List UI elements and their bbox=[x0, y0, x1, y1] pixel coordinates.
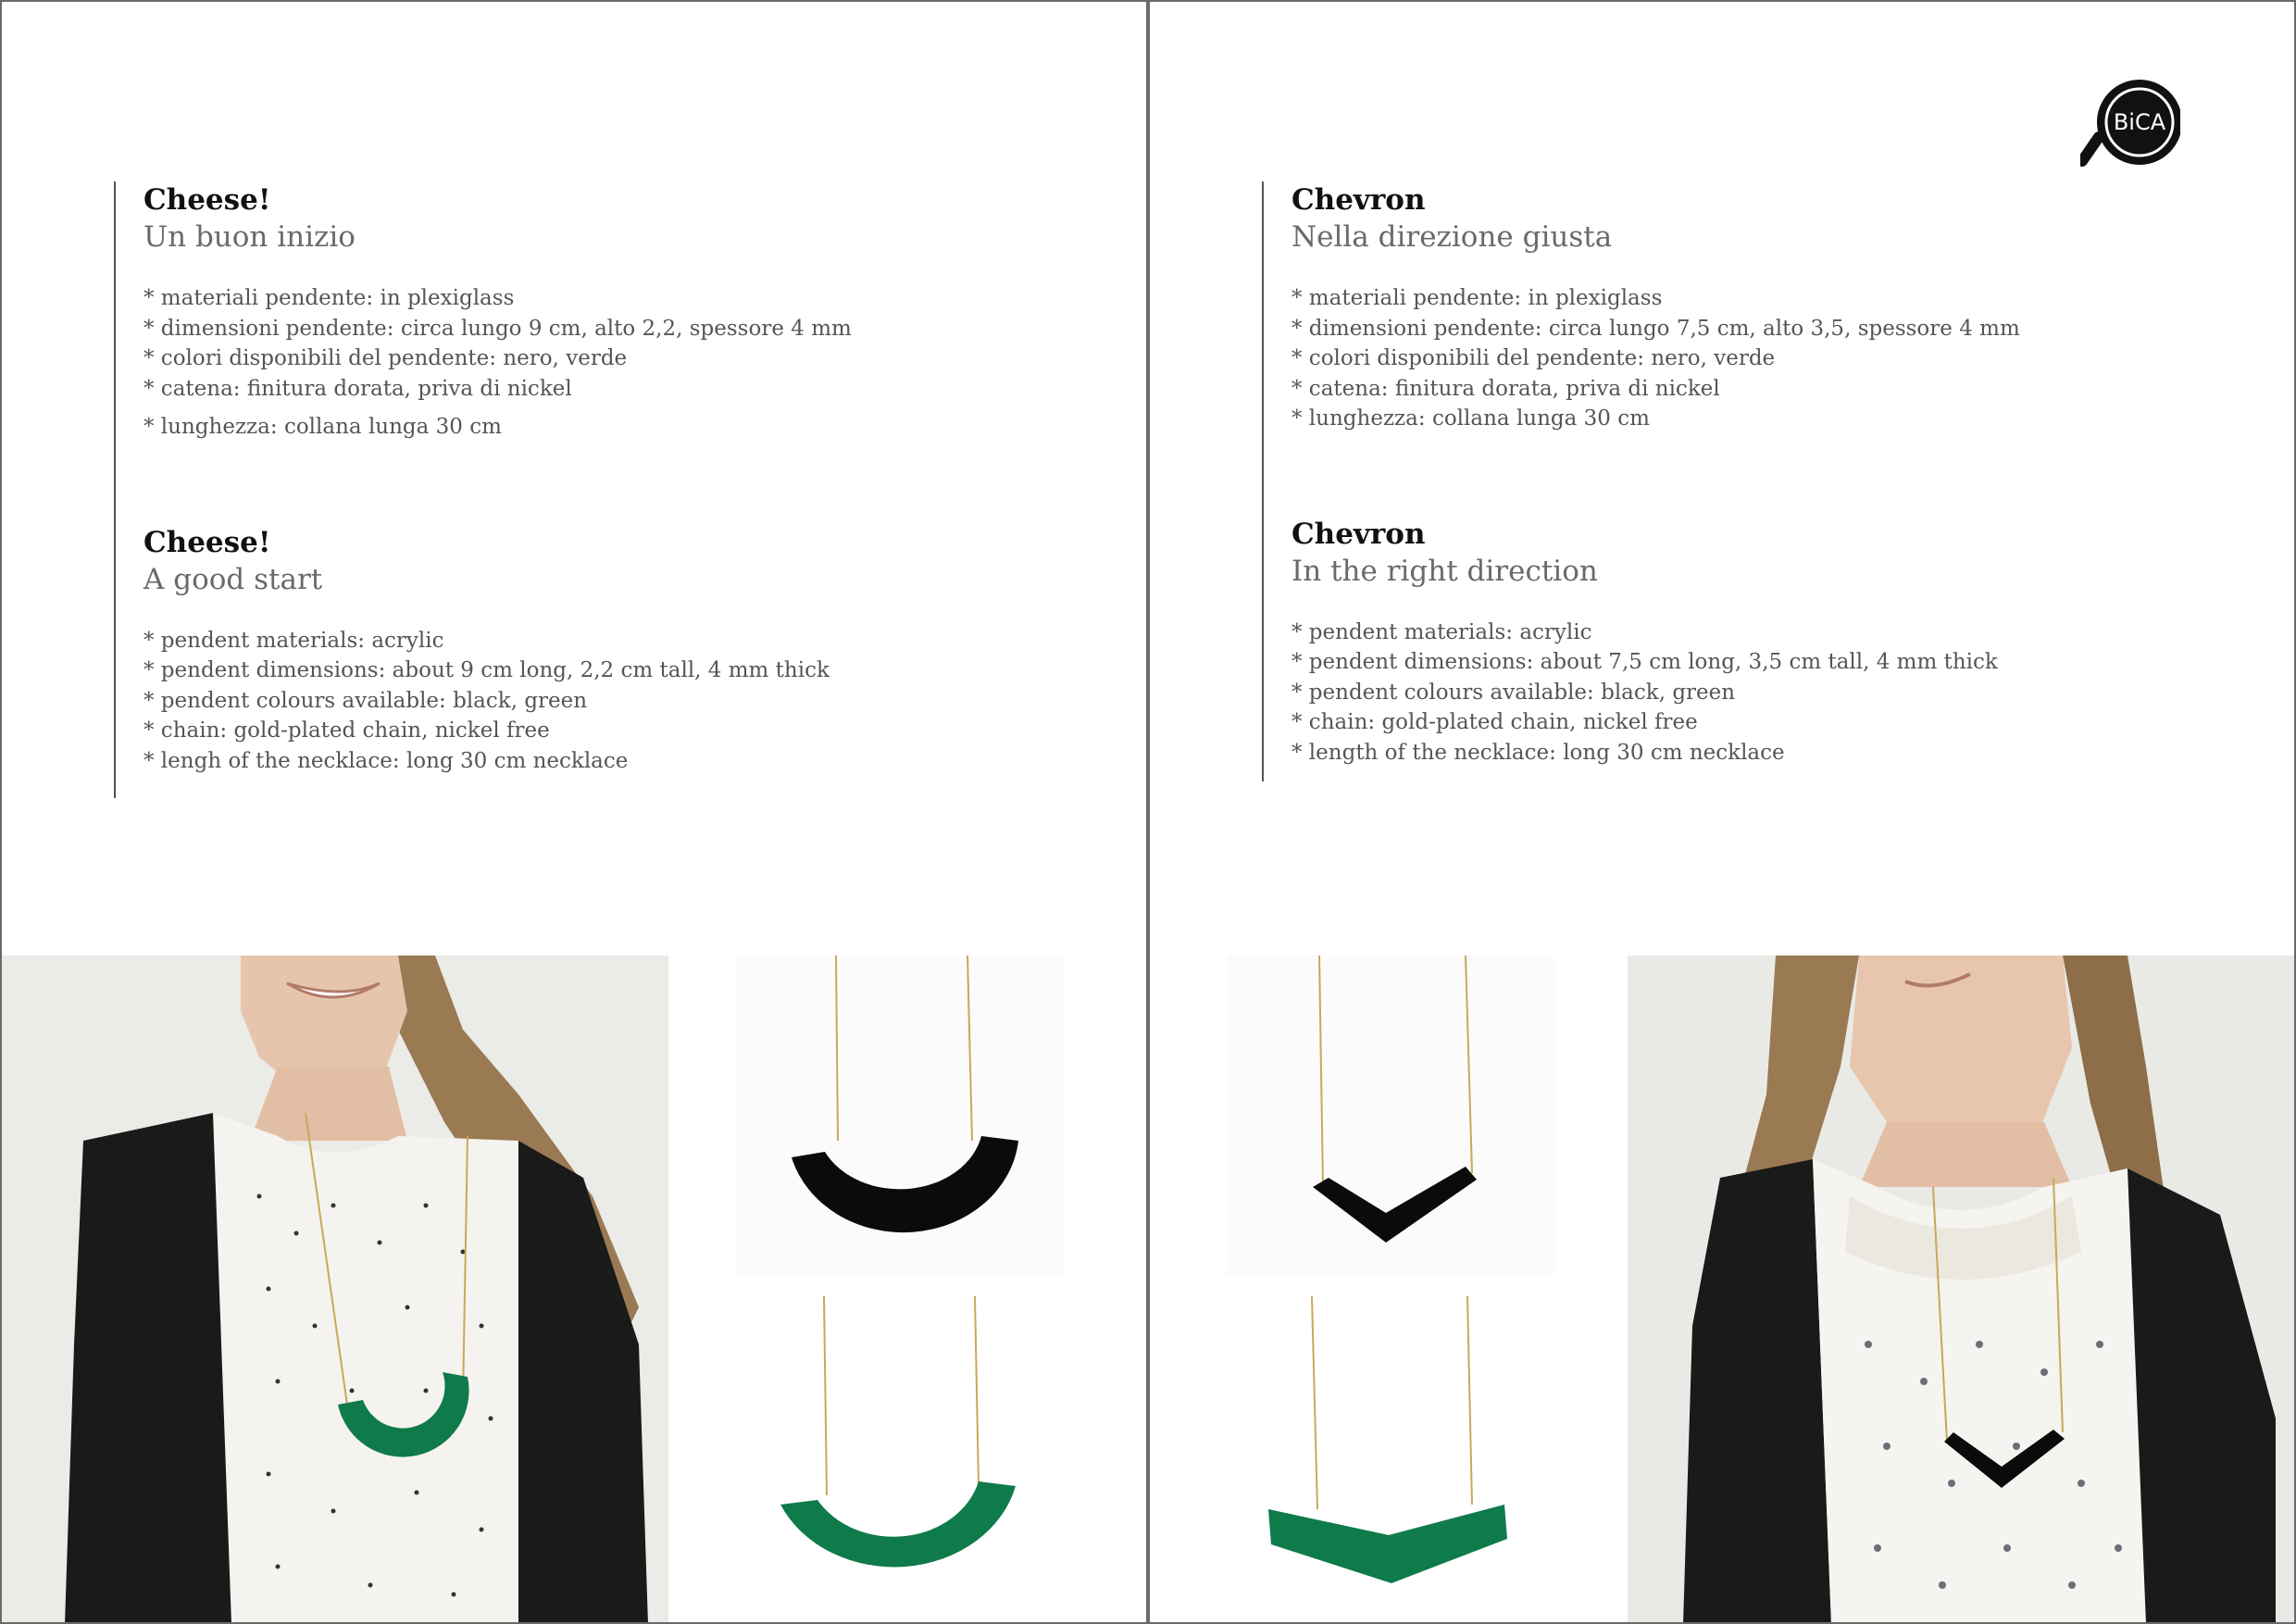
cheese-title-en: Cheese! bbox=[144, 525, 271, 559]
chevron-text-block bbox=[1262, 181, 2020, 781]
chevron-subtitle-it: Nella direzione giusta bbox=[1292, 220, 1613, 254]
cheese-black-pendant-illustration bbox=[736, 956, 1064, 1275]
chevron-spec-it-3: * colori disponibili del pendente: nero, verde bbox=[1292, 346, 1776, 370]
cheese-spec-it-4: * catena: finitura dorata, priva di nickel bbox=[144, 376, 572, 401]
cheese-title-it: Cheese! bbox=[144, 183, 271, 217]
cheese-spec-it-2: * dimensioni pendente: circa lungo 9 cm, alto 2,2, spessore 4 mm bbox=[144, 316, 852, 341]
chevron-spec-en-1: * pendent materials: acrylic bbox=[1292, 619, 1592, 644]
cheese-spec-it-5: * lunghezza: collana lunga 30 cm bbox=[144, 415, 502, 439]
cheese-spec-en-4: * chain: gold-plated chain, nickel free bbox=[144, 718, 550, 743]
right-page bbox=[1148, 0, 2296, 1624]
cheese-subtitle-en: A good start bbox=[144, 562, 323, 596]
product-photo-cheese-green bbox=[736, 1296, 1064, 1624]
cheese-text-block bbox=[114, 181, 852, 798]
chevron-title-en: Chevron bbox=[1292, 517, 1426, 551]
chevron-spec-en-2: * pendent dimensions: about 7,5 cm long, 3,5 cm tall, 4 mm thick bbox=[1292, 650, 1998, 674]
cheese-spec-it-1: * materiali pendente: in plexiglass bbox=[144, 286, 515, 310]
chevron-title-it: Chevron bbox=[1292, 183, 1426, 217]
chevron-spec-en-3: * pendent colours available: black, green bbox=[1292, 680, 1736, 705]
bica-logo bbox=[2080, 72, 2180, 172]
chevron-spec-it-2: * dimensioni pendente: circa lungo 7,5 cm, alto 3,5, spessore 4 mm bbox=[1292, 316, 2020, 341]
chevron-spec-it-1: * materiali pendente: in plexiglass bbox=[1292, 286, 1663, 310]
model-photo-chevron-illustration bbox=[1628, 956, 2296, 1624]
chevron-spec-it-4: * catena: finitura dorata, priva di nickel bbox=[1292, 376, 1720, 401]
chevron-spec-en-4: * chain: gold-plated chain, nickel free bbox=[1292, 710, 1698, 734]
model-photo-cheese bbox=[0, 956, 668, 1624]
model-photo-cheese-illustration bbox=[0, 956, 668, 1624]
product-photo-chevron-green bbox=[1227, 1296, 1554, 1624]
cheese-subtitle-it: Un buon inizio bbox=[144, 220, 356, 254]
cheese-spec-en-5: * lengh of the necklace: long 30 cm necklace bbox=[144, 748, 629, 773]
product-photo-cheese-black bbox=[736, 956, 1064, 1275]
model-photo-chevron bbox=[1628, 956, 2296, 1624]
chevron-black-pendant-illustration bbox=[1227, 956, 1554, 1275]
cheese-spec-it-3: * colori disponibili del pendente: nero, verde bbox=[144, 346, 628, 370]
chevron-spec-it-5: * lunghezza: collana lunga 30 cm bbox=[1292, 406, 1650, 431]
cheese-green-pendant-illustration bbox=[736, 1296, 1064, 1624]
chevron-spec-en-5: * length of the necklace: long 30 cm necklace bbox=[1292, 740, 1785, 765]
chevron-green-pendant-illustration bbox=[1227, 1296, 1554, 1624]
cheese-spec-en-2: * pendent dimensions: about 9 cm long, 2,2 cm tall, 4 mm thick bbox=[144, 658, 830, 682]
chevron-subtitle-en: In the right direction bbox=[1292, 554, 1598, 588]
bica-logo-text: BiCA bbox=[2113, 109, 2166, 135]
cheese-spec-en-1: * pendent materials: acrylic bbox=[144, 628, 444, 653]
product-photo-chevron-black bbox=[1227, 956, 1554, 1275]
cheese-spec-en-3: * pendent colours available: black, green bbox=[144, 688, 588, 713]
